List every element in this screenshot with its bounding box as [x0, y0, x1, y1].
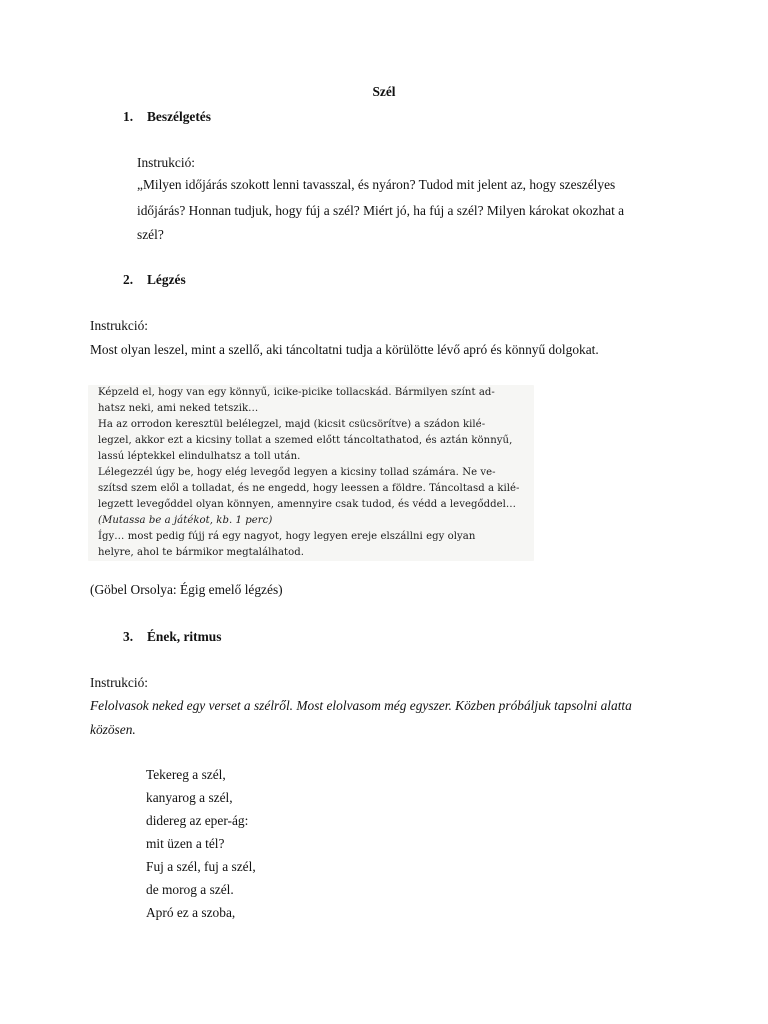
section-1-text-line: szél? [137, 227, 164, 242]
excerpt-line: Így… most pedig fújj rá egy nagyot, hogy legyen ereje elszállni egy olyan [98, 531, 476, 542]
excerpt-line: legzel, akkor ezt a kicsiny tollat a szemed előtt táncoltathatod, és aztán könnyű, [98, 435, 513, 446]
section-3-instruction-label: Instrukció: [90, 675, 149, 690]
poem-line: de morog a szél. [146, 882, 234, 897]
excerpt-line-italic: (Mutassa be a játékot, kb. 1 perc) [98, 515, 273, 526]
section-3-heading: Ének, ritmus [147, 629, 222, 644]
scanned-excerpt [88, 385, 534, 561]
page-title: Szél [372, 84, 396, 99]
section-3-text-line: Felolvasok neked egy verset a szélről. Most elolvasom még egyszer. Közben próbáljuk tapsolni alatta [90, 698, 632, 713]
excerpt-line: szítsd szem elől a tolladat, és ne engedd, hogy leessen a földre. Táncoltasd a kilé- [98, 483, 520, 494]
section-1-number: 1. [123, 109, 134, 124]
excerpt-line: lassú léptekkel elindulhatsz a toll után. [98, 451, 301, 462]
excerpt-line: hatsz neki, ami neked tetszik… [98, 403, 259, 414]
section-3-text-line: közösen. [90, 722, 136, 737]
excerpt-line: helyre, ahol te bármikor megtalálhatod. [98, 547, 305, 558]
section-1-instruction-label: Instrukció: [137, 155, 196, 170]
section-2-instruction-label: Instrukció: [90, 318, 149, 333]
poem-line: kanyarog a szél, [146, 790, 233, 805]
section-2-number: 2. [123, 272, 134, 287]
section-1-text-line: „Milyen időjárás szokott lenni tavasszal, és nyáron? Tudod mit jelent az, hogy szeszélyes [137, 177, 616, 192]
excerpt-line: Lélegezzél úgy be, hogy elég levegőd legyen a kicsiny tollad számára. Ne ve- [98, 467, 496, 478]
section-2-heading: Légzés [147, 272, 186, 287]
section-1-text-line: időjárás? Honnan tudjuk, hogy fúj a szél? Miért jó, ha fúj a szél? Milyen károkat okozhat a [137, 203, 625, 218]
poem-line: mit üzen a tél? [146, 836, 225, 851]
poem-line: Fuj a szél, fuj a szél, [146, 859, 256, 874]
excerpt-line: Képzeld el, hogy van egy könnyű, icike-picike tollacskád. Bármilyen színt ad- [98, 387, 495, 398]
poem-line: Apró ez a szoba, [146, 905, 236, 920]
section-2-text: Most olyan leszel, mint a szellő, aki táncoltatni tudja a körülötte lévő apró és könnyű dolgokat. [90, 342, 599, 357]
poem-line: Tekereg a szél, [146, 767, 226, 782]
section-1-heading: Beszélgetés [147, 109, 211, 124]
excerpt-line: Ha az orrodon keresztül belélegzel, majd (kicsit csücsörítve) a szádon kilé- [98, 419, 486, 430]
poem-line: didereg az eper-ág: [146, 813, 249, 828]
excerpt-line: legzett levegőddel olyan könnyen, amennyire csak tudod, és védd a levegőddel… [98, 499, 517, 510]
section-3-number: 3. [123, 629, 134, 644]
source-citation: (Göbel Orsolya: Égig emelő légzés) [90, 582, 283, 597]
